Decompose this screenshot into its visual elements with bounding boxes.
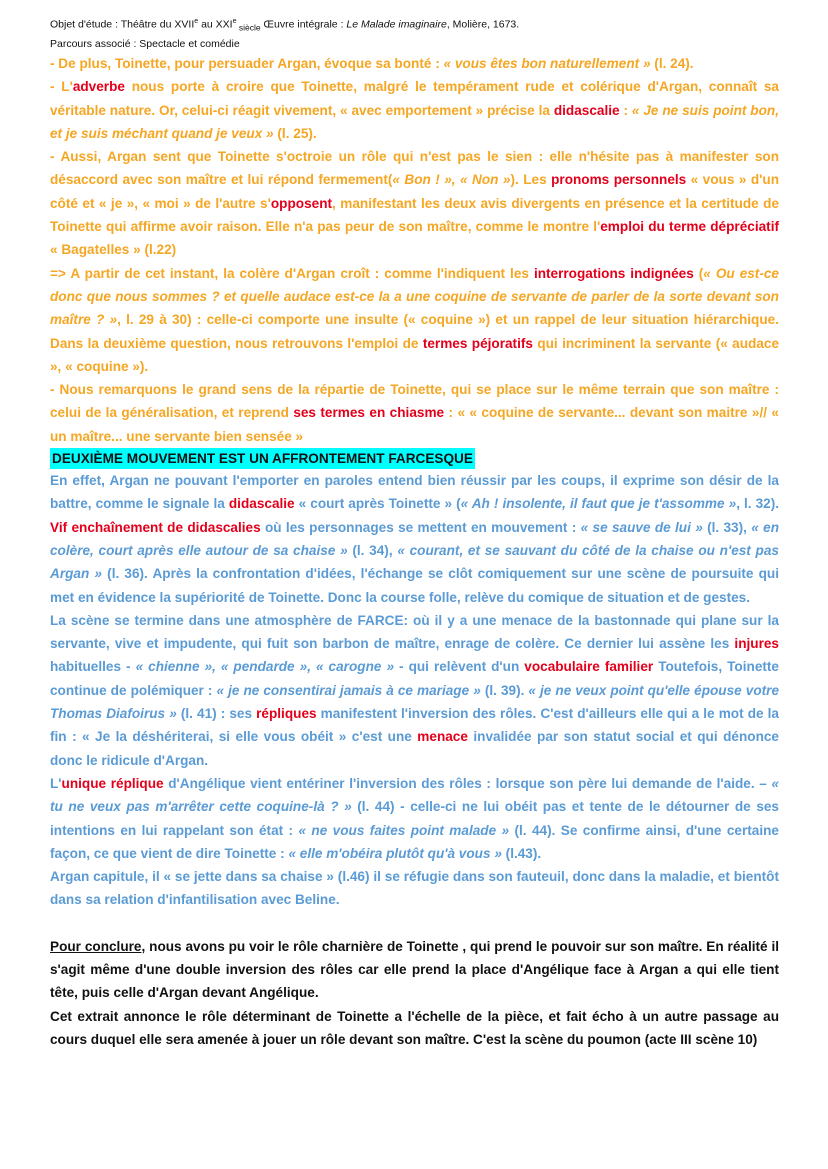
text: (l. 33), [702, 519, 752, 535]
paragraph-8 [50, 772, 779, 865]
text: (l. 24). [650, 56, 694, 71]
quote: « je ne consentirai jamais à ce mariage » [216, 682, 481, 698]
document-body [50, 52, 779, 1051]
text: (l. 41) : ses [176, 706, 257, 722]
work-title: Le Malade imaginaire [346, 18, 447, 31]
highlight: menace [417, 729, 468, 745]
text: => A partir de cet instant, la colère d'Argan croît : comme l'indiquent les [50, 265, 534, 281]
text: d'Angélique vient entériner l'inversion des rôles : lorsque son père lui demande de l'aide. – [163, 775, 772, 791]
highlight: interrogations indignées [533, 265, 694, 281]
highlight: Vif enchaînement de didascalies [50, 519, 261, 535]
header-text: Œuvre intégrale : [260, 18, 347, 31]
text: (l. 25). [273, 125, 317, 141]
quote: « en colère, court après elle autour de sa chaise » [50, 519, 779, 558]
paragraph-5 [50, 378, 779, 448]
quote: « ne vous faites point malade » [298, 822, 510, 838]
quote: « courant, et se sauvant du côté de la chaise ou n'est pas Argan » [50, 542, 779, 582]
text: - De plus, Toinette, pour persuader Argan, évoque sa bonté : [50, 56, 444, 71]
highlight: pronoms personnels [551, 172, 687, 188]
quote: « Ah ! insolente, il faut que je t'assomme » [460, 496, 737, 512]
text: (l. 39). [480, 682, 529, 698]
text: manifestent l'inversion des rôles. C'est d'ailleurs elle qui a le mot de la fin : « Je la déshériterai, si elle vous obéit » c'est une [50, 706, 779, 745]
spacer [50, 912, 779, 935]
section-title-text: DEUXIÈME MOUVEMENT EST UN AFFRONTEMENT FARCESQUE [50, 448, 475, 469]
text: , l. 29 à 30) : celle-ci comporte une insulte (« coquine ») et un rappel de leur situation hiérarchique. Dans la deuxième question, nous retrouvons l'emploi de [50, 312, 780, 351]
paragraph-9 [50, 865, 779, 912]
text: où les personnages se mettent en mouvement : [260, 519, 581, 535]
highlight: unique réplique [61, 775, 164, 791]
text: - L' [50, 79, 73, 95]
quote: « se sauve de lui » [580, 519, 703, 535]
paragraph-7 [50, 609, 779, 772]
text: Argan capitule, il « se jette dans sa chaise » (l.46) il se réfugie dans son fauteuil, donc dans la maladie, et bientôt dans sa relation d'infantilisation avec Beline. [50, 869, 779, 908]
text: (l.43). [501, 845, 542, 861]
document-header [50, 14, 519, 52]
header-text: au XXI [198, 18, 233, 31]
text: invalidée par son statut social et qui dénonce donc le ridicule d'Argan. [50, 729, 779, 768]
header-sup: e [194, 18, 199, 25]
text: - qui relèvent d'un [394, 659, 525, 675]
header-text: , Molière, 1673. [446, 18, 520, 31]
text: - Aussi, Argan sent que Toinette s'octroie un rôle qui n'est pas le sien : elle n'hésite pas à manifester son désaccord avec son maître et lui répond fermement( [50, 149, 779, 188]
paragraph-4 [50, 262, 779, 378]
text: , manifestant les deux avis divergents en présence et la certitude de Toinette qui affirme avoir raison. Elle n'a pas peur de son maître, comme le montre l' [50, 195, 780, 235]
paragraph-3 [50, 145, 779, 261]
paragraph-2 [50, 75, 779, 145]
quote: « chienne », « pendarde », « carogne » [135, 659, 395, 675]
highlight: didascalie [553, 102, 620, 118]
highlight: emploi du terme dépréciatif [600, 219, 780, 235]
text: ( [693, 265, 704, 281]
text: En effet, Argan ne pouvant l'emporter en paroles entend bien réussir par les coups, il exprime son désir de la battre, comme le signale la [50, 473, 779, 512]
quote: « vous êtes bon naturellement » [443, 56, 651, 71]
text: La scène se termine dans une atmosphère de FARCE: où il y a une menace de la bastonnade qui plane sur la servante, vive et impudente, qui fuit son barbon de maître, enrage de colère. Ce dernier lui assène les [50, 612, 779, 652]
highlight: termes péjoratifs [422, 335, 533, 351]
highlight: adverbe [72, 79, 125, 95]
text: Toutefois, Toinette continue de polémiquer : [50, 659, 779, 698]
text: L' [50, 775, 62, 791]
quote: « je ne veux point qu'elle épouse votre Thomas Diafoirus » [50, 682, 780, 722]
section-title [50, 448, 779, 469]
text: (l. 44). Se confirme ainsi, d'une certaine façon, ce que vient de dire Toinette : [50, 822, 779, 861]
text: nous porte à croire que Toinette, malgré le tempérament rude et colérique d'Argan, connaît sa véritable nature. Or, celui-ci réagit vivement, « avec emportement » précise la [50, 79, 779, 118]
paragraph-6 [50, 469, 779, 609]
text: : « « coquine de servante... devant son maitre »// « un maître... une servante bien sensée » [50, 405, 779, 444]
text: habituelles - [50, 659, 136, 675]
text: (l. 36). Après la confrontation d'idées, l'échange se clôt comiquement sur une scène de poursuite qui met en évidence la supériorité de Toinette. Donc la course folle, relève du comique de situation et de gestes. [50, 566, 779, 605]
text: : [619, 102, 632, 118]
text: , nous avons pu voir le rôle charnière de Toinette , qui prend le pouvoir sur son maître. En réalité il s'agit même d'une double inversion des rôles car elle prend la place d'Angélique face à Argan a qui elle tient tête, puis celle d'Argan devant Angélique. [50, 938, 779, 1001]
highlight: opposent [270, 195, 333, 211]
header-sup: e [232, 18, 237, 25]
text: - Nous remarquons le grand sens de la répartie de Toinette, qui se place sur le même terrain que son maître : celui de la généralisation, et reprend [50, 382, 779, 421]
paragraph-1 [50, 52, 779, 75]
quote: « Ou est-ce donc que nous sommes ? et quelle audace est-ce la a une coquine de servante de parler de la sorte devant son maître ? » [50, 265, 779, 328]
highlight: répliques [256, 706, 317, 722]
quote: « elle m'obéira plutôt qu'à vous » [288, 845, 502, 861]
text: « Bagatelles » (l.22) [50, 242, 177, 258]
conclusion-paragraph-2 [50, 1005, 779, 1052]
text: (l. 44) - celle-ci ne lui obéit pas et tente de le détourner de ses intentions en lui rappelant son état : [50, 799, 779, 838]
quote: « Bon ! », « Non » [392, 172, 511, 188]
text: Cet extrait annonce le rôle déterminant de Toinette a l'échelle de la pièce, et fait écho à un autre passage au cours duquel elle sera amenée à jouer un rôle devant son maître. C'est la scène du poumon (acte III scène 10) [50, 1008, 779, 1047]
text: « court après Toinette » ( [294, 496, 461, 512]
conclusion-paragraph-1 [50, 935, 779, 1005]
highlight: vocabulaire familier [524, 659, 654, 675]
highlight: ses termes en chiasme [293, 405, 445, 421]
header-text: siècle [236, 22, 261, 33]
text: qui incriminent la servante (« audace », « coquine »). [50, 335, 780, 374]
header-text: Objet d'étude : Théâtre du XVII [50, 18, 195, 31]
text: (l. 34), [347, 542, 398, 558]
highlight: injures [734, 636, 779, 652]
highlight: didascalie [228, 496, 295, 512]
header-line-2: Parcours associé : Spectacle et comédie [50, 37, 240, 50]
text: , l. 32). [736, 496, 780, 512]
header-line-1 [50, 14, 519, 36]
conclusion-lead: Pour conclure [50, 938, 142, 954]
quote: « tu ne veux pas m'arrêter cette coquine-là ? » [50, 775, 779, 815]
text: ). Les [510, 172, 552, 188]
quote: « Je ne suis point bon, et je suis méchant quand je veux » [50, 102, 779, 141]
text: « vous » d'un côté et « je », « moi » de l'autre s' [50, 172, 779, 211]
